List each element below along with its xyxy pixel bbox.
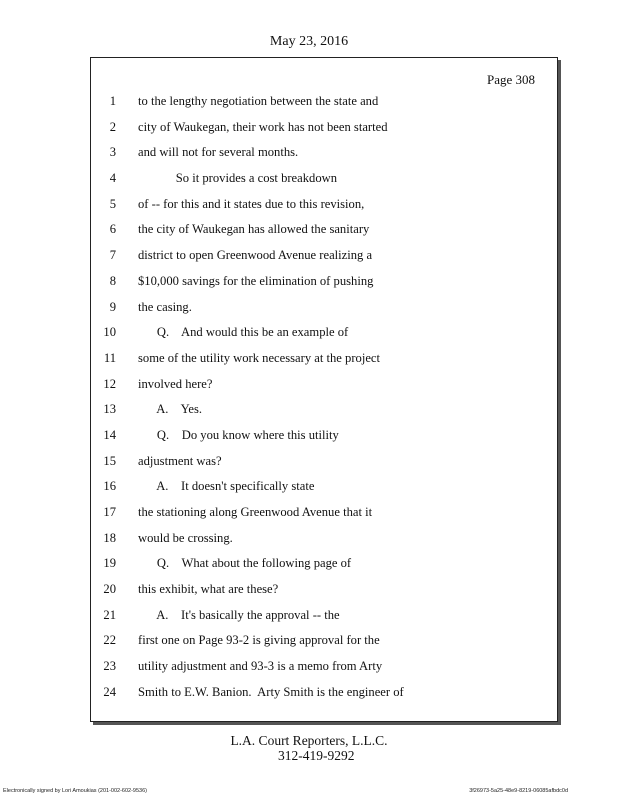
- line-number: 21: [103, 607, 116, 622]
- transcript-line: [0, 577, 618, 603]
- transcript-date: May 23, 2016: [269, 34, 349, 49]
- line-text: adjustment was?: [138, 453, 222, 468]
- line-number: 1: [109, 94, 116, 108]
- line-number: 14: [103, 427, 116, 442]
- transcript-line: [0, 115, 618, 141]
- transcript-line: [0, 397, 618, 423]
- line-text: first one on Page 93-2 is giving approval for the: [138, 633, 380, 648]
- line-text: city of Waukegan, their work has not been started: [138, 119, 388, 134]
- line-number: 20: [103, 582, 116, 597]
- line-text: $10,000 savings for the elimination of pushing: [138, 273, 374, 288]
- line-text: district to open Greenwood Avenue realizing a: [138, 248, 373, 263]
- line-number: 12: [103, 376, 116, 391]
- line-text: involved here?: [138, 376, 213, 391]
- court-reporter-phone: 312-419-9292: [278, 748, 355, 763]
- transcript-line: [0, 166, 618, 192]
- transcript-line: [0, 449, 618, 475]
- line-number: 2: [109, 119, 116, 134]
- transcript-line: [0, 372, 618, 398]
- transcript-line: [0, 551, 618, 577]
- transcript-line: [0, 680, 618, 706]
- electronic-signature: Electronically signed by Lori Amoukias (201-002-602-9536): [3, 788, 147, 794]
- line-text: A. Yes.: [138, 402, 203, 417]
- line-text: of -- for this and it states due to this revision,: [138, 196, 365, 211]
- line-number: 19: [103, 556, 116, 571]
- line-text: and will not for several months.: [138, 145, 299, 160]
- line-number: 10: [103, 325, 116, 340]
- transcript-line: [0, 295, 618, 321]
- line-number: 4: [109, 171, 116, 186]
- line-text: some of the utility work necessary at the project: [138, 350, 381, 365]
- line-number: 16: [103, 479, 116, 494]
- transcript-lines: [0, 89, 618, 706]
- line-number: 15: [103, 453, 116, 468]
- line-text: A. It doesn't specifically state: [138, 479, 315, 494]
- line-text: A. It's basically the approval -- the: [138, 607, 340, 622]
- transcript-line: [0, 654, 618, 680]
- line-number: 13: [103, 402, 116, 417]
- line-text: So it provides a cost breakdown: [138, 171, 338, 186]
- line-number: 23: [103, 659, 116, 674]
- court-reporter-name: L.A. Court Reporters, L.L.C.: [230, 733, 388, 748]
- line-number: 5: [109, 196, 116, 211]
- line-number: 17: [103, 505, 116, 519]
- line-text: to the lengthy negotiation between the state and: [138, 94, 379, 108]
- line-number: 18: [103, 530, 116, 545]
- line-text: Q. What about the following page of: [138, 556, 352, 571]
- line-number: 3: [109, 145, 116, 160]
- transcript-line: [0, 269, 618, 295]
- line-text: Smith to E.W. Banion. Arty Smith is the engineer of: [138, 684, 404, 699]
- page-number: Page 308: [487, 72, 536, 87]
- transcript-line: [0, 628, 618, 654]
- line-number: 6: [109, 222, 116, 237]
- line-number: 7: [109, 248, 116, 263]
- line-text: the casing.: [138, 299, 192, 314]
- transcript-line: [0, 217, 618, 243]
- line-number: 22: [103, 633, 116, 648]
- transcript-line: [0, 526, 618, 552]
- line-text: the city of Waukegan has allowed the sanitary: [138, 222, 370, 237]
- line-text: would be crossing.: [138, 530, 233, 545]
- line-text: Q. And would this be an example of: [138, 325, 349, 340]
- transcript-line: [0, 192, 618, 218]
- line-text: the stationing along Greenwood Avenue that it: [138, 505, 373, 519]
- transcript-line: [0, 243, 618, 269]
- line-number: 24: [103, 684, 116, 699]
- line-number: 9: [109, 299, 116, 314]
- transcript-line: [0, 474, 618, 500]
- transcript-line: [0, 346, 618, 372]
- line-text: Q. Do you know where this utility: [138, 427, 339, 442]
- transcript-line: [0, 500, 618, 526]
- document-hash: 3f26973-5a25-48e9-8219-06085afbdc0d: [469, 788, 568, 794]
- transcript-line: [0, 423, 618, 449]
- transcript-line: [0, 603, 618, 629]
- line-text: this exhibit, what are these?: [138, 582, 279, 597]
- line-number: 8: [109, 273, 116, 288]
- transcript-line: [0, 140, 618, 166]
- line-text: utility adjustment and 93-3 is a memo from Arty: [138, 659, 383, 674]
- transcript-line: [0, 89, 618, 115]
- transcript-line: [0, 320, 618, 346]
- line-number: 11: [103, 350, 116, 365]
